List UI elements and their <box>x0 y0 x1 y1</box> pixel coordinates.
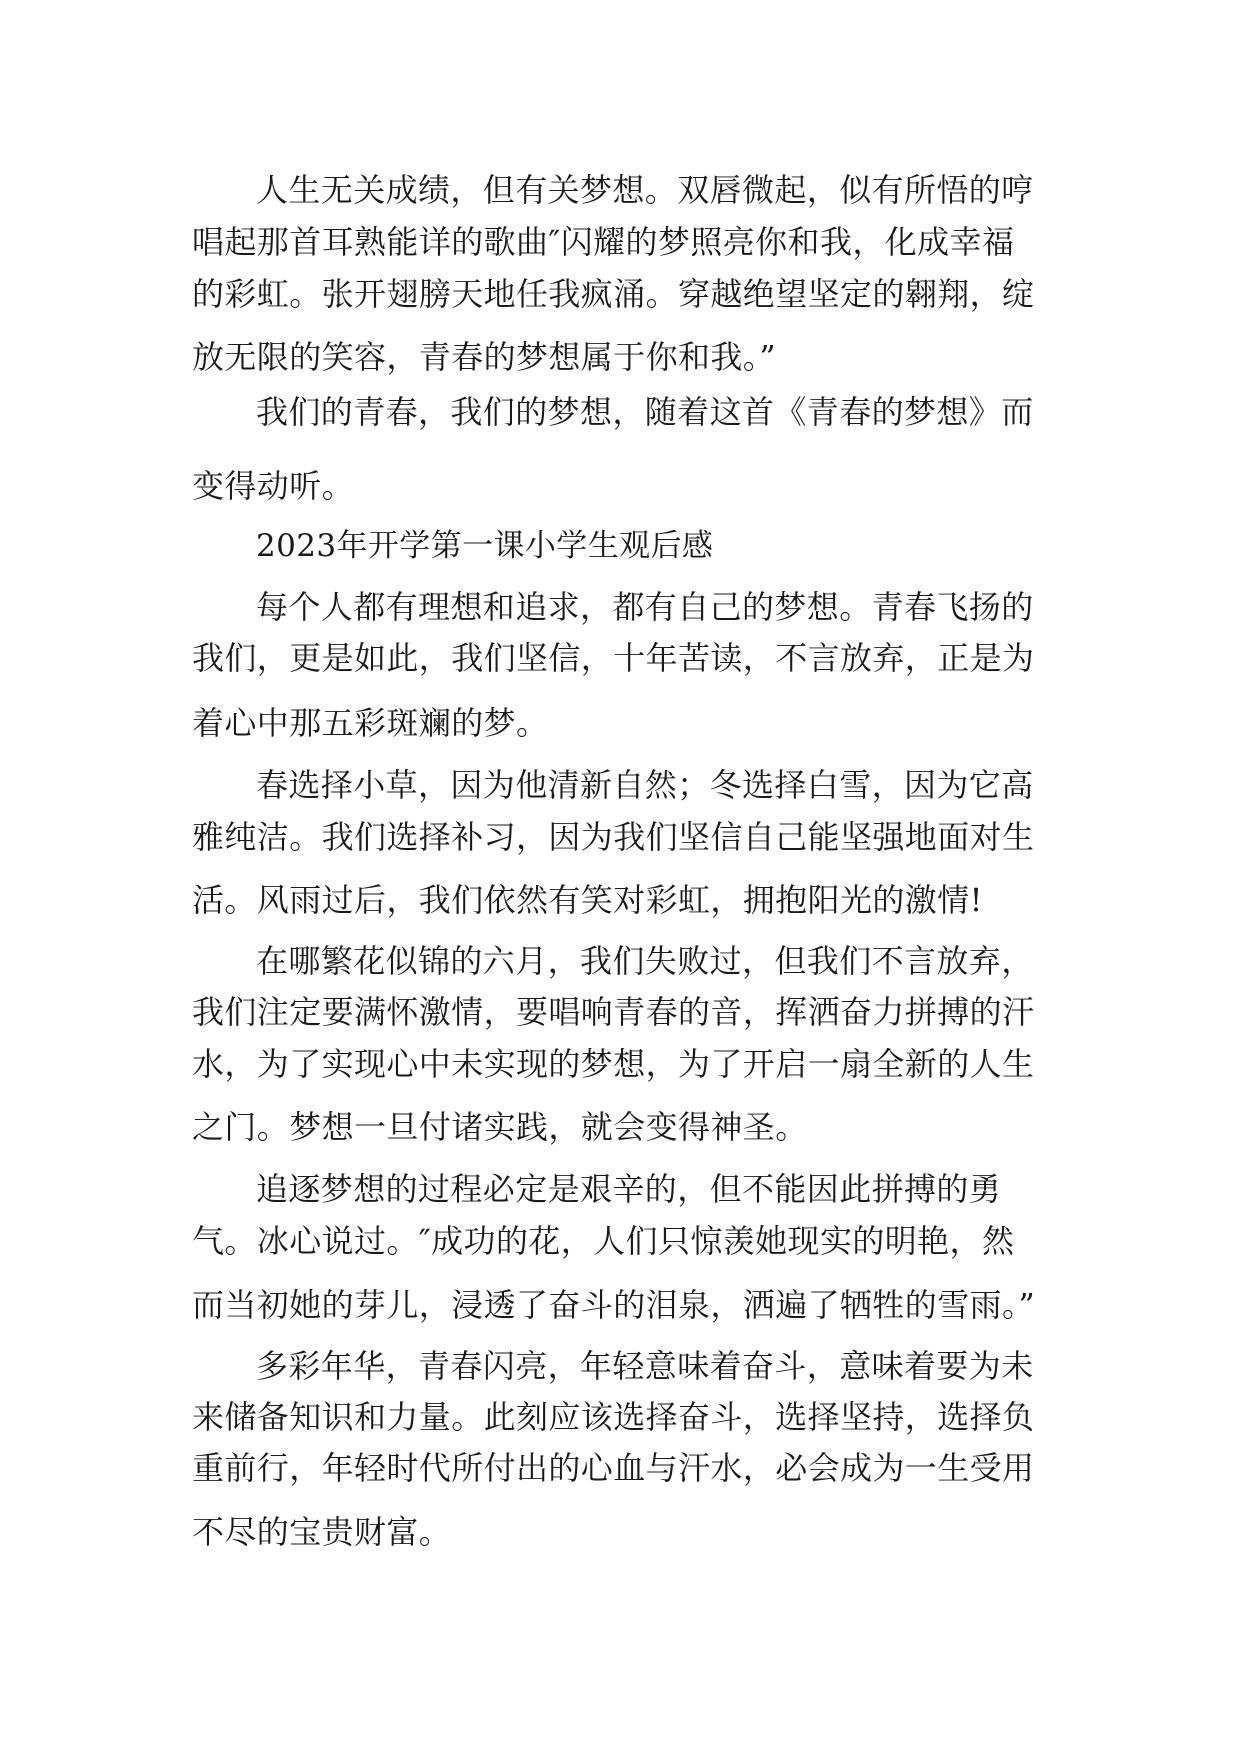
paragraph-4-line-1: 春选择小草，因为他清新自然；冬选择白雪，因为它高 <box>256 766 1034 804</box>
paragraph-1-line-2: 唱起那首耳熟能详的歌曲″闪耀的梦照亮你和我，化成幸福 <box>192 223 1015 261</box>
paragraph-4-line-2: 雅纯洁。我们选择补习，因为我们坚信自己能坚强地面对生 <box>192 818 1035 856</box>
paragraph-5-line-2: 我们注定要满怀激情，要唱响青春的音，挥洒奋力拼搏的汗 <box>192 993 1035 1031</box>
paragraph-5-line-4: 之门。梦想一旦付诸实践，就会变得神圣。 <box>192 1108 808 1146</box>
paragraph-1-line-1: 人生无关成绩，但有关梦想。双唇微起，似有所悟的哼 <box>256 171 1034 209</box>
paragraph-4-line-3: 活。风雨过后，我们依然有笑对彩虹，拥抱阳光的激情! <box>192 881 983 919</box>
paragraph-3-line-1: 每个人都有理想和追求，都有自己的梦想。青春飞扬的 <box>256 588 1034 626</box>
paragraph-1-line-3: 的彩虹。张开翅膀天地任我疯涌。穿越绝望坚定的翱翔，绽 <box>192 275 1035 313</box>
paragraph-6-line-1: 追逐梦想的过程必定是艰辛的，但不能因此拼搏的勇 <box>256 1170 1002 1208</box>
paragraph-7-line-4: 不尽的宝贵财富。 <box>192 1513 452 1551</box>
paragraph-3-line-3: 着心中那五彩斑斓的梦。 <box>192 704 549 742</box>
section-title: 2023年开学第一课小学生观后感 <box>256 528 714 564</box>
paragraph-2-line-2: 变得动听。 <box>192 467 355 505</box>
paragraph-5-line-3: 水，为了实现心中未实现的梦想，为了开启一扇全新的人生 <box>192 1045 1035 1083</box>
paragraph-3-line-2: 我们，更是如此，我们坚信，十年苦读，不言放弃，正是为 <box>192 639 1035 677</box>
paragraph-5-line-1: 在哪繁花似锦的六月，我们失败过，但我们不言放弃， <box>256 942 1034 980</box>
paragraph-1-line-4: 放无限的笑容，青春的梦想属于你和我。” <box>192 338 776 376</box>
paragraph-7-line-1: 多彩年华，青春闪亮，年轻意味着奋斗，意味着要为未 <box>256 1347 1034 1385</box>
paragraph-2-line-1: 我们的青春，我们的梦想，随着这首《青春的梦想》而 <box>256 393 1034 431</box>
paragraph-6-line-3: 而当初她的芽儿，浸透了奋斗的泪泉，洒遍了牺牲的雪雨。” <box>192 1286 1036 1324</box>
paragraph-6-line-2: 气。冰心说过。″成功的花，人们只惊羡她现实的明艳，然 <box>192 1222 1015 1260</box>
paragraph-7-line-2: 来储备知识和力量。此刻应该选择奋斗，选择坚持，选择负 <box>192 1398 1035 1436</box>
paragraph-7-line-3: 重前行，年轻时代所付出的心血与汗水，必会成为一生受用 <box>192 1449 1035 1487</box>
